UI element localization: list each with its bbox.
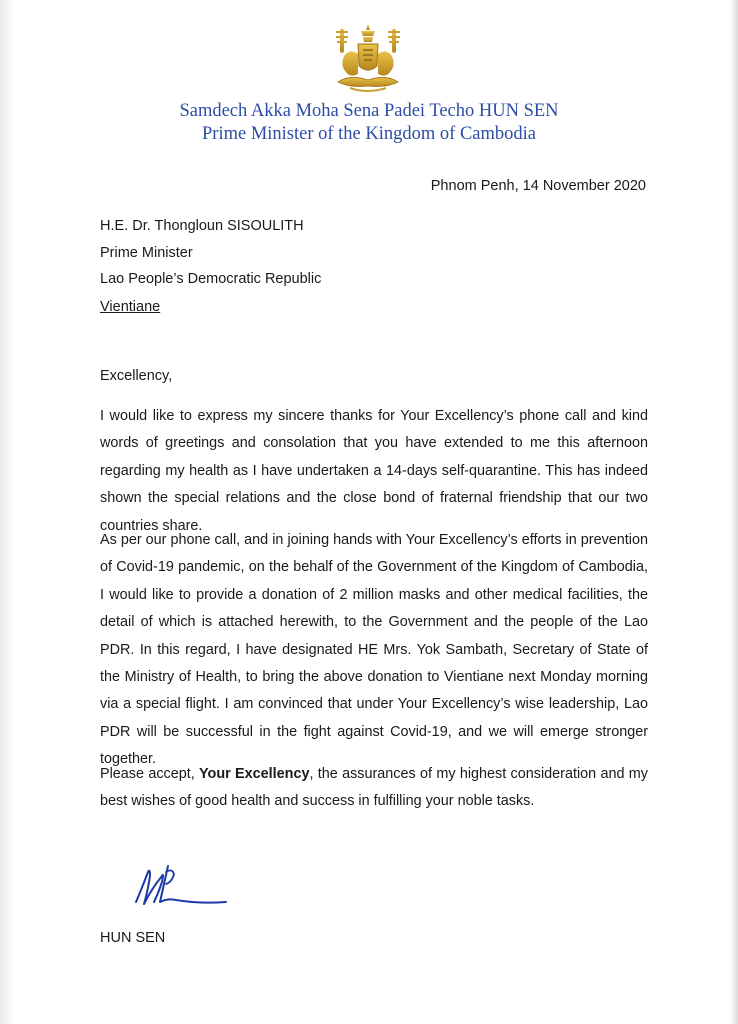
signature-icon [128, 858, 233, 914]
body-paragraph-1: I would like to express my sincere thanks for Your Excellency’s phone call and kind words of greetings and consolation that you have extended to me this afternoon regarding my health as I have undertaken a 14-days self-quarantine. This has indeed shown the special relations and the close bond of fraternal friendship that our two countries share. [100, 408, 648, 534]
page-shadow-right [730, 0, 738, 1024]
page-shadow-left [0, 0, 14, 1024]
letterhead-title: Prime Minister of the Kingdom of Cambodia [202, 124, 536, 144]
salutation: Excellency, [100, 368, 173, 384]
body-paragraph-3 [100, 761, 648, 816]
recipient-country: Lao People’s Democratic Republic [100, 271, 322, 287]
recipient-title: Prime Minister [100, 245, 193, 261]
signer-name: HUN SEN [100, 930, 166, 946]
body-paragraph-2: As per our phone call, and in joining hands with Your Excellency’s efforts in prevention of Covid-19 pandemic, on the behalf of the Government of the Kingdom of Cambodia, I would like to provide a donation of 2 million masks and other medical facilities, the detail of which is attached herewith, to the Government and the people of the Lao PDR. In this regard, I have designated HE Mrs. Yok Sambath, Secretary of State of the Ministry of Health, to bring the above donation to Vientiane next Monday morning via a special flight. I am convinced that under Your Excellency’s wise leadership, Lao PDR will be successful in the fight against Covid-19, and we will emerge stronger together. [100, 532, 648, 768]
recipient-city: Vientiane [100, 299, 161, 315]
date-line: Phnom Penh, 14 November 2020 [430, 178, 646, 194]
closing-bold-text: Your Excellency [199, 766, 310, 782]
closing-text-end: , the assurances of my highest consideration and my best wishes of good health and success in fulfilling your noble tasks. [100, 766, 648, 810]
recipient-name: H.E. Dr. Thongloun SISOULITH [100, 218, 304, 234]
letterhead-name: Samdech Akka Moha Sena Padei Techo HUN SEN [179, 101, 559, 121]
royal-emblem-icon [330, 22, 406, 96]
closing-text-start: Please accept, [100, 766, 200, 782]
